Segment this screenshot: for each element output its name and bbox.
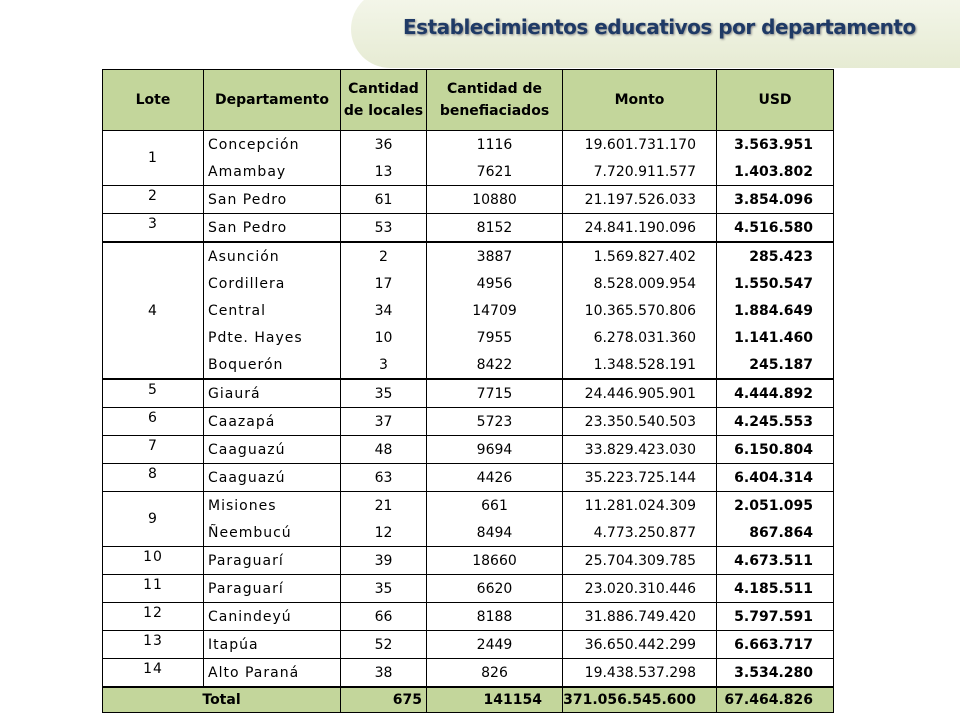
usd-cell: 1.141.460 — [717, 324, 834, 351]
monto-cell: 19.601.731.170 — [563, 131, 717, 159]
monto-cell: 4.773.250.877 — [563, 519, 717, 547]
monto-cell: 6.278.031.360 — [563, 324, 717, 351]
departamento-cell: Paraguarí — [204, 547, 341, 575]
table-row — [103, 242, 834, 270]
usd-cell: 1.550.547 — [717, 270, 834, 297]
usd-cell: 245.187 — [717, 351, 834, 379]
table-row — [103, 575, 834, 603]
header-lote: Lote — [103, 70, 204, 131]
usd-cell: 3.534.280 — [717, 659, 834, 688]
departamento-cell: Canindeyú — [204, 603, 341, 631]
locales-cell: 63 — [341, 464, 427, 492]
table-row — [103, 214, 834, 243]
table-row — [103, 464, 834, 492]
beneficiados-cell: 8152 — [427, 214, 563, 243]
monto-cell: 25.704.309.785 — [563, 547, 717, 575]
usd-cell: 4.185.511 — [717, 575, 834, 603]
departamento-cell: Amambay — [204, 158, 341, 186]
monto-cell: 24.446.905.901 — [563, 379, 717, 408]
lote-cell: 11 — [103, 575, 204, 603]
usd-cell: 6.663.717 — [717, 631, 834, 659]
beneficiados-cell: 9694 — [427, 436, 563, 464]
beneficiados-cell: 7715 — [427, 379, 563, 408]
beneficiados-cell: 4956 — [427, 270, 563, 297]
departamento-cell: Cordillera — [204, 270, 341, 297]
table-row — [103, 492, 834, 520]
lote-cell: 14 — [103, 659, 204, 688]
usd-cell: 5.797.591 — [717, 603, 834, 631]
locales-cell: 39 — [341, 547, 427, 575]
lote-cell: 5 — [103, 379, 204, 408]
usd-cell: 6.404.314 — [717, 464, 834, 492]
departamento-cell: Caazapá — [204, 408, 341, 436]
usd-cell: 4.516.580 — [717, 214, 834, 243]
departamento-cell: Paraguarí — [204, 575, 341, 603]
beneficiados-cell: 14709 — [427, 297, 563, 324]
usd-cell: 3.563.951 — [717, 131, 834, 159]
total-monto: 371.056.545.600 — [563, 687, 717, 713]
usd-cell: 6.150.804 — [717, 436, 834, 464]
usd-cell: 3.854.096 — [717, 186, 834, 214]
monto-cell: 19.438.537.298 — [563, 659, 717, 688]
monto-cell: 36.650.442.299 — [563, 631, 717, 659]
header-locales: Cantidad de locales — [341, 70, 427, 131]
usd-cell: 867.864 — [717, 519, 834, 547]
table-row — [103, 659, 834, 688]
departamento-cell: Caaguazú — [204, 436, 341, 464]
table-row — [103, 519, 834, 547]
monto-cell: 23.020.310.446 — [563, 575, 717, 603]
usd-cell: 4.245.553 — [717, 408, 834, 436]
table-row — [103, 297, 834, 324]
lote-cell: 12 — [103, 603, 204, 631]
locales-cell: 53 — [341, 214, 427, 243]
lote-cell: 3 — [103, 214, 204, 243]
header-beneficiados: Cantidad de benefiaciados — [427, 70, 563, 131]
total-row — [103, 687, 834, 713]
departamento-cell: San Pedro — [204, 186, 341, 214]
total-locales: 675 — [341, 687, 427, 713]
table-row — [103, 379, 834, 408]
monto-cell: 1.348.528.191 — [563, 351, 717, 379]
departamento-cell: Itapúa — [204, 631, 341, 659]
beneficiados-cell: 661 — [427, 492, 563, 520]
lote-cell: 4 — [103, 242, 204, 379]
header-departamento: Departamento — [204, 70, 341, 131]
lote-cell: 10 — [103, 547, 204, 575]
locales-cell: 66 — [341, 603, 427, 631]
locales-cell: 37 — [341, 408, 427, 436]
locales-cell: 13 — [341, 158, 427, 186]
usd-cell: 4.444.892 — [717, 379, 834, 408]
lote-cell: 2 — [103, 186, 204, 214]
table-row — [103, 408, 834, 436]
lote-cell: 1 — [103, 131, 204, 186]
header-usd: USD — [717, 70, 834, 131]
locales-cell: 2 — [341, 242, 427, 270]
beneficiados-cell: 826 — [427, 659, 563, 688]
beneficiados-cell: 6620 — [427, 575, 563, 603]
beneficiados-cell: 8494 — [427, 519, 563, 547]
locales-cell: 10 — [341, 324, 427, 351]
lote-cell: 7 — [103, 436, 204, 464]
lote-cell: 9 — [103, 492, 204, 547]
locales-cell: 48 — [341, 436, 427, 464]
beneficiados-cell: 1116 — [427, 131, 563, 159]
table-row — [103, 547, 834, 575]
data-table — [102, 69, 834, 713]
beneficiados-cell: 8188 — [427, 603, 563, 631]
beneficiados-cell: 3887 — [427, 242, 563, 270]
monto-cell: 7.720.911.577 — [563, 158, 717, 186]
departamento-cell: Misiones — [204, 492, 341, 520]
locales-cell: 52 — [341, 631, 427, 659]
monto-cell: 33.829.423.030 — [563, 436, 717, 464]
monto-cell: 21.197.526.033 — [563, 186, 717, 214]
usd-cell: 285.423 — [717, 242, 834, 270]
usd-cell: 1.403.802 — [717, 158, 834, 186]
departamento-cell: Boquerón — [204, 351, 341, 379]
beneficiados-cell: 5723 — [427, 408, 563, 436]
table-row — [103, 351, 834, 379]
page-title: Establecimientos educativos por departamento — [403, 15, 916, 39]
total-usd: 67.464.826 — [717, 687, 834, 713]
monto-cell: 11.281.024.309 — [563, 492, 717, 520]
monto-cell: 8.528.009.954 — [563, 270, 717, 297]
departamento-cell: Pdte. Hayes — [204, 324, 341, 351]
beneficiados-cell: 7955 — [427, 324, 563, 351]
departamento-cell: Asunción — [204, 242, 341, 270]
table-row — [103, 436, 834, 464]
beneficiados-cell: 2449 — [427, 631, 563, 659]
departamento-cell: San Pedro — [204, 214, 341, 243]
locales-cell: 61 — [341, 186, 427, 214]
monto-cell: 23.350.540.503 — [563, 408, 717, 436]
departamento-cell: Caaguazú — [204, 464, 341, 492]
departamento-cell: Concepción — [204, 131, 341, 159]
usd-cell: 1.884.649 — [717, 297, 834, 324]
total-label: Total — [103, 687, 341, 713]
monto-cell: 35.223.725.144 — [563, 464, 717, 492]
locales-cell: 17 — [341, 270, 427, 297]
table-row — [103, 324, 834, 351]
beneficiados-cell: 4426 — [427, 464, 563, 492]
lote-cell: 6 — [103, 408, 204, 436]
table-row — [103, 631, 834, 659]
locales-cell: 35 — [341, 379, 427, 408]
departamento-cell: Alto Paraná — [204, 659, 341, 688]
beneficiados-cell: 10880 — [427, 186, 563, 214]
header-monto: Monto — [563, 70, 717, 131]
beneficiados-cell: 18660 — [427, 547, 563, 575]
beneficiados-cell: 8422 — [427, 351, 563, 379]
locales-cell: 34 — [341, 297, 427, 324]
departamento-cell: Giaurá — [204, 379, 341, 408]
lote-cell: 13 — [103, 631, 204, 659]
locales-cell: 38 — [341, 659, 427, 688]
table-row — [103, 603, 834, 631]
table-row — [103, 186, 834, 214]
locales-cell: 12 — [341, 519, 427, 547]
monto-cell: 10.365.570.806 — [563, 297, 717, 324]
monto-cell: 24.841.190.096 — [563, 214, 717, 243]
locales-cell: 36 — [341, 131, 427, 159]
header-row — [103, 70, 834, 131]
departamento-cell: Ñeembucú — [204, 519, 341, 547]
usd-cell: 2.051.095 — [717, 492, 834, 520]
beneficiados-cell: 7621 — [427, 158, 563, 186]
departamento-cell: Central — [204, 297, 341, 324]
table-row — [103, 270, 834, 297]
locales-cell: 35 — [341, 575, 427, 603]
locales-cell: 21 — [341, 492, 427, 520]
monto-cell: 1.569.827.402 — [563, 242, 717, 270]
monto-cell: 31.886.749.420 — [563, 603, 717, 631]
table-row — [103, 131, 834, 159]
lote-cell: 8 — [103, 464, 204, 492]
locales-cell: 3 — [341, 351, 427, 379]
total-beneficiados: 141154 — [427, 687, 563, 713]
usd-cell: 4.673.511 — [717, 547, 834, 575]
table-body — [103, 131, 834, 688]
table-row — [103, 158, 834, 186]
